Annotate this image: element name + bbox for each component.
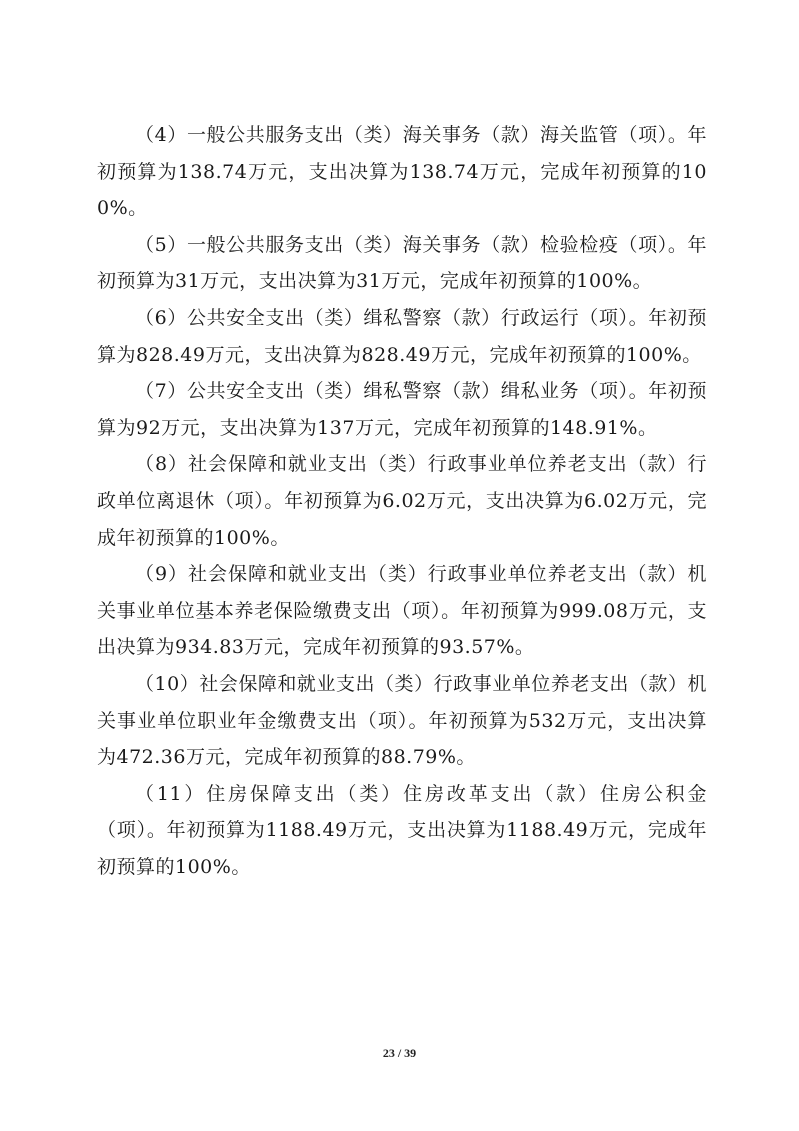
paragraph-item-5: （5）一般公共服务支出（类）海关事务（款）检验检疫（项）。年初预算为31万元，支出决算为31万元，完成年初预算的100%。 <box>97 233 707 293</box>
paragraph-item-10: （10）社会保障和就业支出（类）行政事业单位养老支出（款）机关事业单位职业年金缴费支出（项）。年初预算为532万元，支出决算为472.36万元，完成年初预算的88.79%。 <box>97 672 707 769</box>
paragraph-item-4: （4）一般公共服务支出（类）海关事务（款）海关监管（项）。年初预算为138.74万元，支出决算为138.74万元，完成年初预算的100%。 <box>97 124 707 220</box>
paragraph-item-7: （7）公共安全支出（类）缉私警察（款）缉私业务（项）。年初预算为92万元，支出决算为137万元，完成年初预算的148.91%。 <box>97 380 707 439</box>
paragraph-item-11: （11）住房保障支出（类）住房改革支出（款）住房公积金（项）。年初预算为1188.49万元，支出决算为1188.49万元，完成年初预算的100%。 <box>97 782 707 878</box>
paragraph-item-6: （6）公共安全支出（类）缉私警察（款）行政运行（项）。年初预算为828.49万元，支出决算为828.49万元，完成年初预算的100%。 <box>97 306 707 366</box>
paragraph-item-9: （9）社会保障和就业支出（类）行政事业单位养老支出（款）机关事业单位基本养老保险缴费支出（项）。年初预算为999.08万元，支出决算为934.83万元，完成年初预算的93.57%。 <box>97 563 707 659</box>
paragraph-item-8: （8）社会保障和就业支出（类）行政事业单位养老支出（款）行政单位离退休（项）。年初预算为6.02万元，支出决算为6.02万元，完成年初预算的100%。 <box>97 453 707 549</box>
body-text <box>97 117 707 885</box>
page-number: 23 / 39 <box>382 1046 417 1060</box>
